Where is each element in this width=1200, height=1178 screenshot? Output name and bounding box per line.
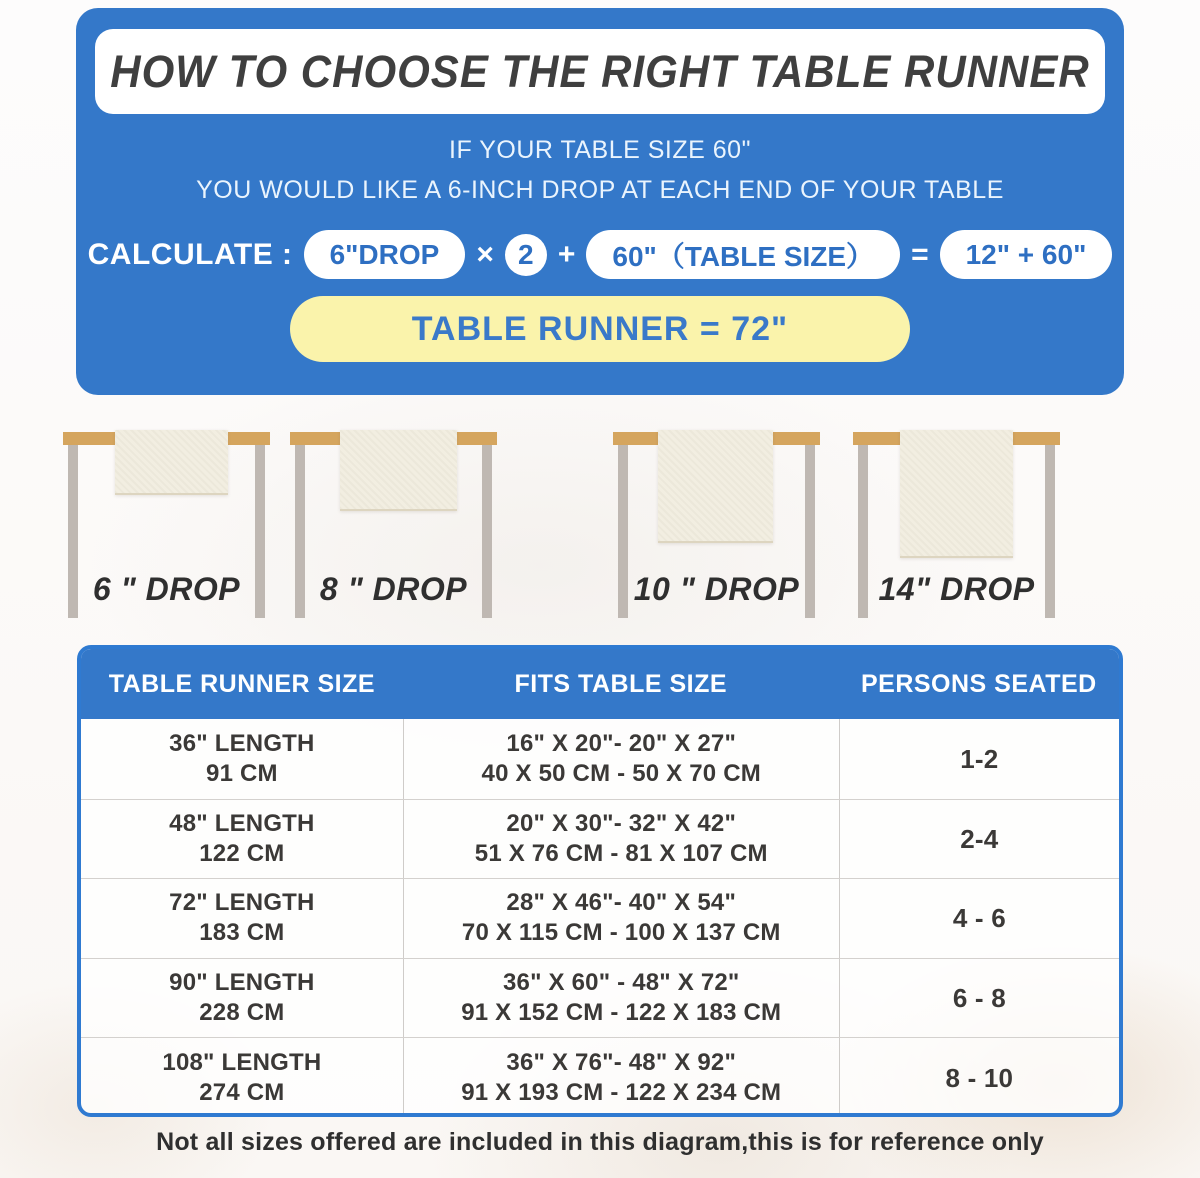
fits-line1: 20" X 30"- 32" X 42"	[506, 809, 737, 837]
runner-size-line1: 72" LENGTH	[169, 889, 315, 917]
persons-value: 6 - 8	[952, 983, 1006, 1014]
table-size-pill: 60"（TABLE SIZE）	[586, 230, 900, 279]
table-runner-illustration	[900, 430, 1013, 558]
page-title: HOW TO CHOOSE THE RIGHT TABLE RUNNER	[110, 45, 1090, 97]
persons-cell	[839, 959, 1119, 1038]
table-row	[81, 799, 1119, 879]
fits-line2: 91 X 152 CM - 122 X 183 CM	[461, 999, 782, 1027]
runner-size-line2: 183 CM	[199, 919, 285, 947]
equals-sign: =	[911, 237, 929, 271]
table-row	[81, 719, 1119, 799]
subtitle-line1: IF YOUR TABLE SIZE 60"	[449, 136, 751, 164]
persons-cell	[839, 800, 1119, 879]
drop-value-pill: 6"DROP	[304, 230, 466, 279]
runner-size-line2: 122 CM	[199, 839, 285, 867]
runner-size-line2: 274 CM	[199, 1078, 285, 1106]
table-runner-illustration	[658, 430, 773, 543]
fits-line2: 51 X 76 CM - 81 X 107 CM	[474, 839, 768, 867]
drop-label: 14" DROP	[878, 571, 1035, 607]
runner-size-cell	[81, 959, 403, 1038]
fits-table-cell	[403, 719, 839, 799]
runner-size-line1: 90" LENGTH	[169, 969, 315, 997]
sum-pill: 12" + 60"	[940, 230, 1113, 279]
runner-size-line1: 48" LENGTH	[169, 809, 315, 837]
persons-cell	[839, 1038, 1119, 1117]
fits-line1: 16" X 20"- 20" X 27"	[506, 729, 737, 757]
fits-table-cell	[403, 959, 839, 1038]
size-table-panel	[77, 645, 1123, 1117]
runner-size-cell	[81, 719, 403, 799]
table-figure-8-drop	[290, 425, 497, 625]
table-runner-illustration	[115, 430, 228, 495]
runner-size-line1: 108" LENGTH	[162, 1048, 322, 1076]
persons-value: 4 - 6	[952, 903, 1006, 934]
calculation-row	[76, 230, 1124, 279]
drop-label: 8 " DROP	[319, 571, 468, 607]
table-figure-6-drop	[63, 425, 270, 625]
fits-line2: 91 X 193 CM - 122 X 234 CM	[461, 1078, 782, 1106]
plus-sign: +	[557, 237, 576, 271]
table-row	[81, 878, 1119, 958]
size-table-body	[81, 719, 1119, 1117]
runner-size-line2: 91 CM	[206, 759, 278, 787]
fits-line2: 40 X 50 CM - 50 X 70 CM	[481, 759, 761, 787]
persons-cell	[839, 719, 1119, 799]
drop-label: 6 " DROP	[92, 571, 241, 607]
column-header-persons: PERSONS SEATED	[860, 669, 1097, 698]
persons-value: 2-4	[960, 823, 999, 854]
persons-value: 1-2	[960, 743, 999, 774]
title-box	[95, 29, 1105, 114]
runner-size-line2: 228 CM	[199, 999, 285, 1027]
runner-size-line1: 36" LENGTH	[169, 729, 315, 757]
times-sign: ×	[476, 237, 494, 271]
fits-table-cell	[403, 879, 839, 958]
disclaimer-note: Not all sizes offered are included in this diagram,this is for reference only	[156, 1128, 1044, 1156]
runner-size-cell	[81, 879, 403, 958]
persons-value: 8 - 10	[945, 1062, 1014, 1093]
table-figure-14-drop	[853, 425, 1060, 625]
fits-table-cell	[403, 1038, 839, 1117]
runner-size-cell	[81, 1038, 403, 1117]
size-table-header	[81, 649, 1119, 719]
fits-line1: 36" X 60" - 48" X 72"	[502, 969, 740, 997]
multiplier-badge: 2	[505, 234, 547, 276]
runner-size-cell	[81, 800, 403, 879]
table-runner-illustration	[340, 430, 457, 511]
table-row	[81, 1037, 1119, 1117]
table-row	[81, 958, 1119, 1038]
column-header-fits-table: FITS TABLE SIZE	[514, 669, 728, 698]
column-header-runner-size: TABLE RUNNER SIZE	[108, 669, 376, 698]
result-pill: TABLE RUNNER = 72"	[290, 296, 910, 362]
fits-line1: 28" X 46"- 40" X 54"	[506, 889, 737, 917]
subtitle-line2: YOU WOULD LIKE A 6-INCH DROP AT EACH END OF YOUR TABLE	[196, 176, 1004, 204]
fits-line1: 36" X 76"- 48" X 92"	[506, 1048, 737, 1076]
calculate-label: CALCULATE :	[87, 237, 293, 271]
header-panel	[76, 8, 1124, 395]
fits-line2: 70 X 115 CM - 100 X 137 CM	[461, 919, 781, 947]
fits-table-cell	[403, 800, 839, 879]
table-figure-10-drop	[613, 425, 820, 625]
drop-label: 10 " DROP	[633, 571, 800, 607]
persons-cell	[839, 879, 1119, 958]
